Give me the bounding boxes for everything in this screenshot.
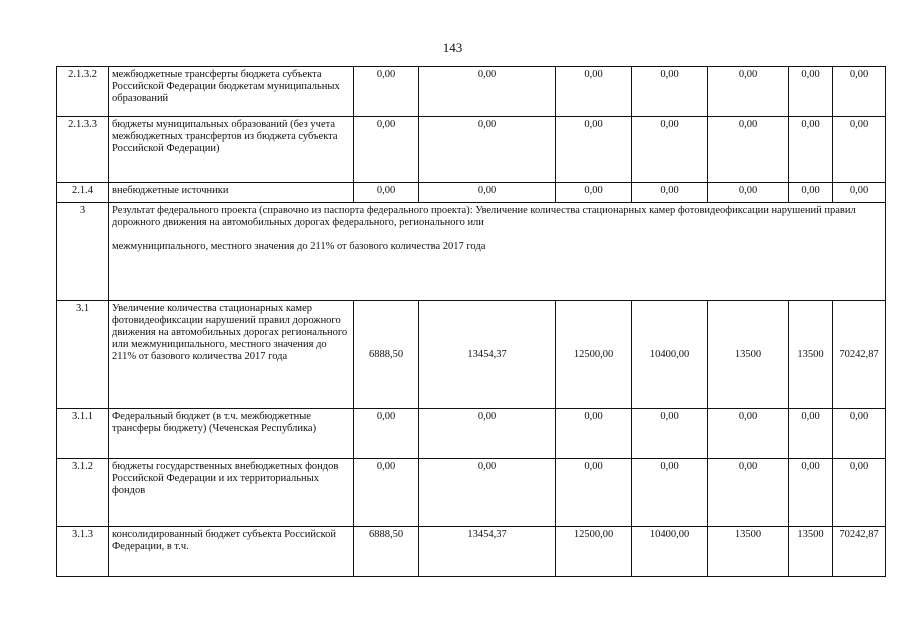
- value-cell: 6888,50: [354, 527, 419, 577]
- row-code: 3.1: [57, 301, 109, 409]
- value-cell: 0,00: [354, 117, 419, 183]
- value-cell: 0,00: [354, 67, 419, 117]
- value-cell: 0,00: [556, 459, 632, 527]
- value-cell: 0,00: [789, 117, 833, 183]
- table-row: [57, 459, 886, 527]
- value-cell: 0,00: [632, 183, 708, 203]
- value-cell: 0,00: [419, 117, 556, 183]
- value-cell: 12500,00: [556, 527, 632, 577]
- value-cell: 0,00: [708, 183, 789, 203]
- value-cell: 0,00: [708, 117, 789, 183]
- row-name: межбюджетные трансферты бюджета субъекта Российской Федерации бюджетам муниципальных образований: [109, 67, 354, 117]
- budget-table: [56, 66, 886, 577]
- value-cell: 0,00: [419, 459, 556, 527]
- row-code: 2.1.3.3: [57, 117, 109, 183]
- value-cell: 0,00: [632, 117, 708, 183]
- value-cell: 70242,87: [833, 301, 886, 409]
- table-row: [57, 527, 886, 577]
- row-code: 3: [57, 203, 109, 301]
- value-cell: 0,00: [833, 67, 886, 117]
- result-row: [57, 203, 886, 301]
- value-cell: 12500,00: [556, 301, 632, 409]
- value-cell: 0,00: [708, 67, 789, 117]
- value-cell: 0,00: [708, 459, 789, 527]
- value-cell: 0,00: [556, 183, 632, 203]
- table-row: [57, 409, 886, 459]
- value-cell: 0,00: [354, 409, 419, 459]
- value-cell: 13454,37: [419, 301, 556, 409]
- row-code: 2.1.3.2: [57, 67, 109, 117]
- value-cell: 0,00: [632, 409, 708, 459]
- value-cell: 0,00: [789, 183, 833, 203]
- row-name: бюджеты государственных внебюджетных фондов Российской Федерации и их территориальных фондов: [109, 459, 354, 527]
- value-cell: 0,00: [833, 409, 886, 459]
- page-number: 143: [442, 40, 463, 55]
- value-cell: 0,00: [556, 409, 632, 459]
- result-description: [109, 203, 886, 301]
- value-cell: 0,00: [789, 409, 833, 459]
- table-row: [57, 117, 886, 183]
- result-line: межмуниципального, местного значения до 211% от базового количества 2017 года: [112, 241, 486, 252]
- row-name: Увеличение количества стационарных камер фотовидеофиксации нарушений правил дорожного движения на автомобильных дорогах регионального или межмуниципального, местного значения до 211% от базового количества 2017 года: [109, 301, 354, 409]
- value-cell: 0,00: [419, 67, 556, 117]
- table-row: [57, 183, 886, 203]
- value-cell: 0,00: [632, 459, 708, 527]
- value-cell: 0,00: [419, 409, 556, 459]
- value-cell: 13500: [708, 301, 789, 409]
- table-row: [57, 67, 886, 117]
- row-name: Федеральный бюджет (в т.ч. межбюджетные трансферы бюджету) (Чеченская Республика): [109, 409, 354, 459]
- value-cell: 10400,00: [632, 527, 708, 577]
- value-cell: 70242,87: [833, 527, 886, 577]
- value-cell: 13500: [789, 301, 833, 409]
- value-cell: 0,00: [556, 67, 632, 117]
- value-cell: 0,00: [833, 117, 886, 183]
- value-cell: 0,00: [556, 117, 632, 183]
- row-name: внебюджетные источники: [109, 183, 354, 203]
- value-cell: 10400,00: [632, 301, 708, 409]
- value-cell: 0,00: [354, 459, 419, 527]
- table-row: [57, 301, 886, 409]
- row-name: бюджеты муниципальных образований (без учета межбюджетных трансфертов из бюджета субъекта Российской Федерации): [109, 117, 354, 183]
- value-cell: 13500: [789, 527, 833, 577]
- value-cell: 0,00: [632, 67, 708, 117]
- value-cell: 13500: [708, 527, 789, 577]
- row-code: 2.1.4: [57, 183, 109, 203]
- result-line: Результат федерального проекта (справочно из паспорта федерального проекта): Увеличение количества стационарных камер фотовидеофиксации нарушений правил дорожного движения на автомобильных дорогах федерального, регионального или: [112, 205, 856, 228]
- value-cell: 0,00: [708, 409, 789, 459]
- row-code: 3.1.1: [57, 409, 109, 459]
- row-code: 3.1.3: [57, 527, 109, 577]
- value-cell: 0,00: [419, 183, 556, 203]
- value-cell: 0,00: [789, 67, 833, 117]
- row-name: консолидированный бюджет субъекта Российской Федерации, в т.ч.: [109, 527, 354, 577]
- value-cell: 6888,50: [354, 301, 419, 409]
- value-cell: 13454,37: [419, 527, 556, 577]
- value-cell: 0,00: [789, 459, 833, 527]
- value-cell: 0,00: [354, 183, 419, 203]
- row-code: 3.1.2: [57, 459, 109, 527]
- value-cell: 0,00: [833, 183, 886, 203]
- value-cell: 0,00: [833, 459, 886, 527]
